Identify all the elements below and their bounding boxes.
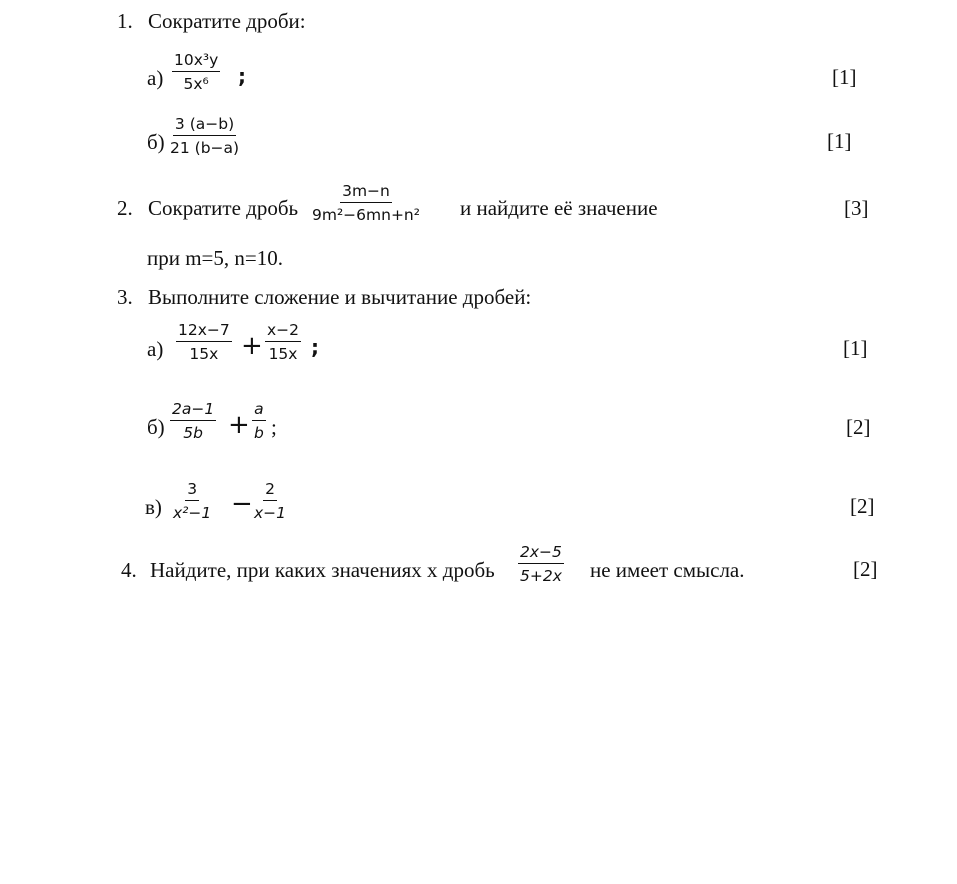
- task-3a-numerator-2: x−2: [265, 320, 301, 342]
- task-4-number: 4.: [121, 558, 137, 582]
- task-1-number: 1.: [117, 9, 133, 33]
- task-2-numerator: 3m−n: [340, 181, 392, 203]
- task-1b-denominator: 21 (b−a): [170, 139, 240, 157]
- task-1a-denominator: 5x⁶: [183, 75, 209, 93]
- task-4-fraction: [518, 542, 564, 586]
- task-3b-denominator-2: b: [254, 424, 264, 442]
- task-3c-denominator-2: x−1: [254, 504, 287, 522]
- task-3a-denominator-1: 15x: [189, 345, 219, 363]
- task-3c-numerator-1: 3: [185, 479, 199, 501]
- task-3c-label: в): [145, 495, 162, 519]
- task-3b-fraction-1: [170, 399, 216, 443]
- task-3c-fraction-2: [252, 479, 288, 523]
- task-3a-denominator-2: 15x: [268, 345, 298, 363]
- task-1b-mark: [1]: [827, 129, 852, 153]
- task-3c-mark: [2]: [850, 494, 875, 518]
- task-1b-fraction: [168, 114, 241, 158]
- task-1a-fraction: [172, 50, 220, 94]
- task-3a-mark: [1]: [843, 336, 868, 360]
- task-3c-numerator-2: 2: [263, 479, 277, 501]
- task-2-number: 2.: [117, 196, 133, 220]
- task-3c-fraction-1: [171, 479, 213, 523]
- task-2-text: Сократите дробь: [148, 196, 299, 220]
- task-3c-operator: −: [231, 489, 253, 519]
- task-4-denominator: 5+2x: [520, 567, 562, 585]
- task-3a-fraction-2: [265, 320, 301, 364]
- task-4-numerator: 2x−5: [518, 542, 564, 564]
- task-3a-operator: +: [241, 331, 263, 361]
- task-3b-operator: +: [228, 410, 250, 440]
- task-1-text: Сократите дроби:: [148, 9, 306, 33]
- task-1a-mark: [1]: [832, 65, 857, 89]
- task-1b-label: б): [147, 130, 165, 154]
- task-2-line2: при m=5, n=10.: [147, 246, 283, 270]
- task-1a-numerator: 10x³y: [172, 50, 220, 72]
- task-3b-denominator-1: 5b: [183, 424, 203, 442]
- task-1a-label: а): [147, 66, 164, 90]
- task-3a-label: а): [147, 337, 164, 361]
- task-1a-punct: ;: [238, 64, 246, 88]
- task-3-text: Выполните сложение и вычитание дробей:: [148, 285, 532, 309]
- task-4-text-after: не имеет смысла.: [590, 558, 745, 582]
- task-3b-punct: ;: [271, 415, 277, 439]
- task-3a-numerator-1: 12x−7: [176, 320, 232, 342]
- task-2-text-after: и найдите её значение: [460, 196, 658, 220]
- task-3b-label: б): [147, 415, 165, 439]
- task-3b-mark: [2]: [846, 415, 871, 439]
- task-3-number: 3.: [117, 285, 133, 309]
- task-3c-denominator-1: x²−1: [173, 504, 212, 522]
- task-2-fraction: [310, 181, 422, 225]
- task-1b-numerator: 3 (a−b): [173, 114, 236, 136]
- task-3b-numerator-1: 2a−1: [170, 399, 216, 421]
- task-3a-fraction-1: [176, 320, 232, 364]
- task-2-mark: [3]: [844, 196, 869, 220]
- task-3b-numerator-2: a: [252, 399, 266, 421]
- task-3b-fraction-2: [252, 399, 266, 443]
- task-3a-punct: ;: [311, 335, 319, 359]
- task-2-denominator: 9m²−6mn+n²: [312, 206, 420, 224]
- task-4-mark: [2]: [853, 557, 878, 581]
- task-4-text: Найдите, при каких значениях х дробь: [150, 558, 495, 582]
